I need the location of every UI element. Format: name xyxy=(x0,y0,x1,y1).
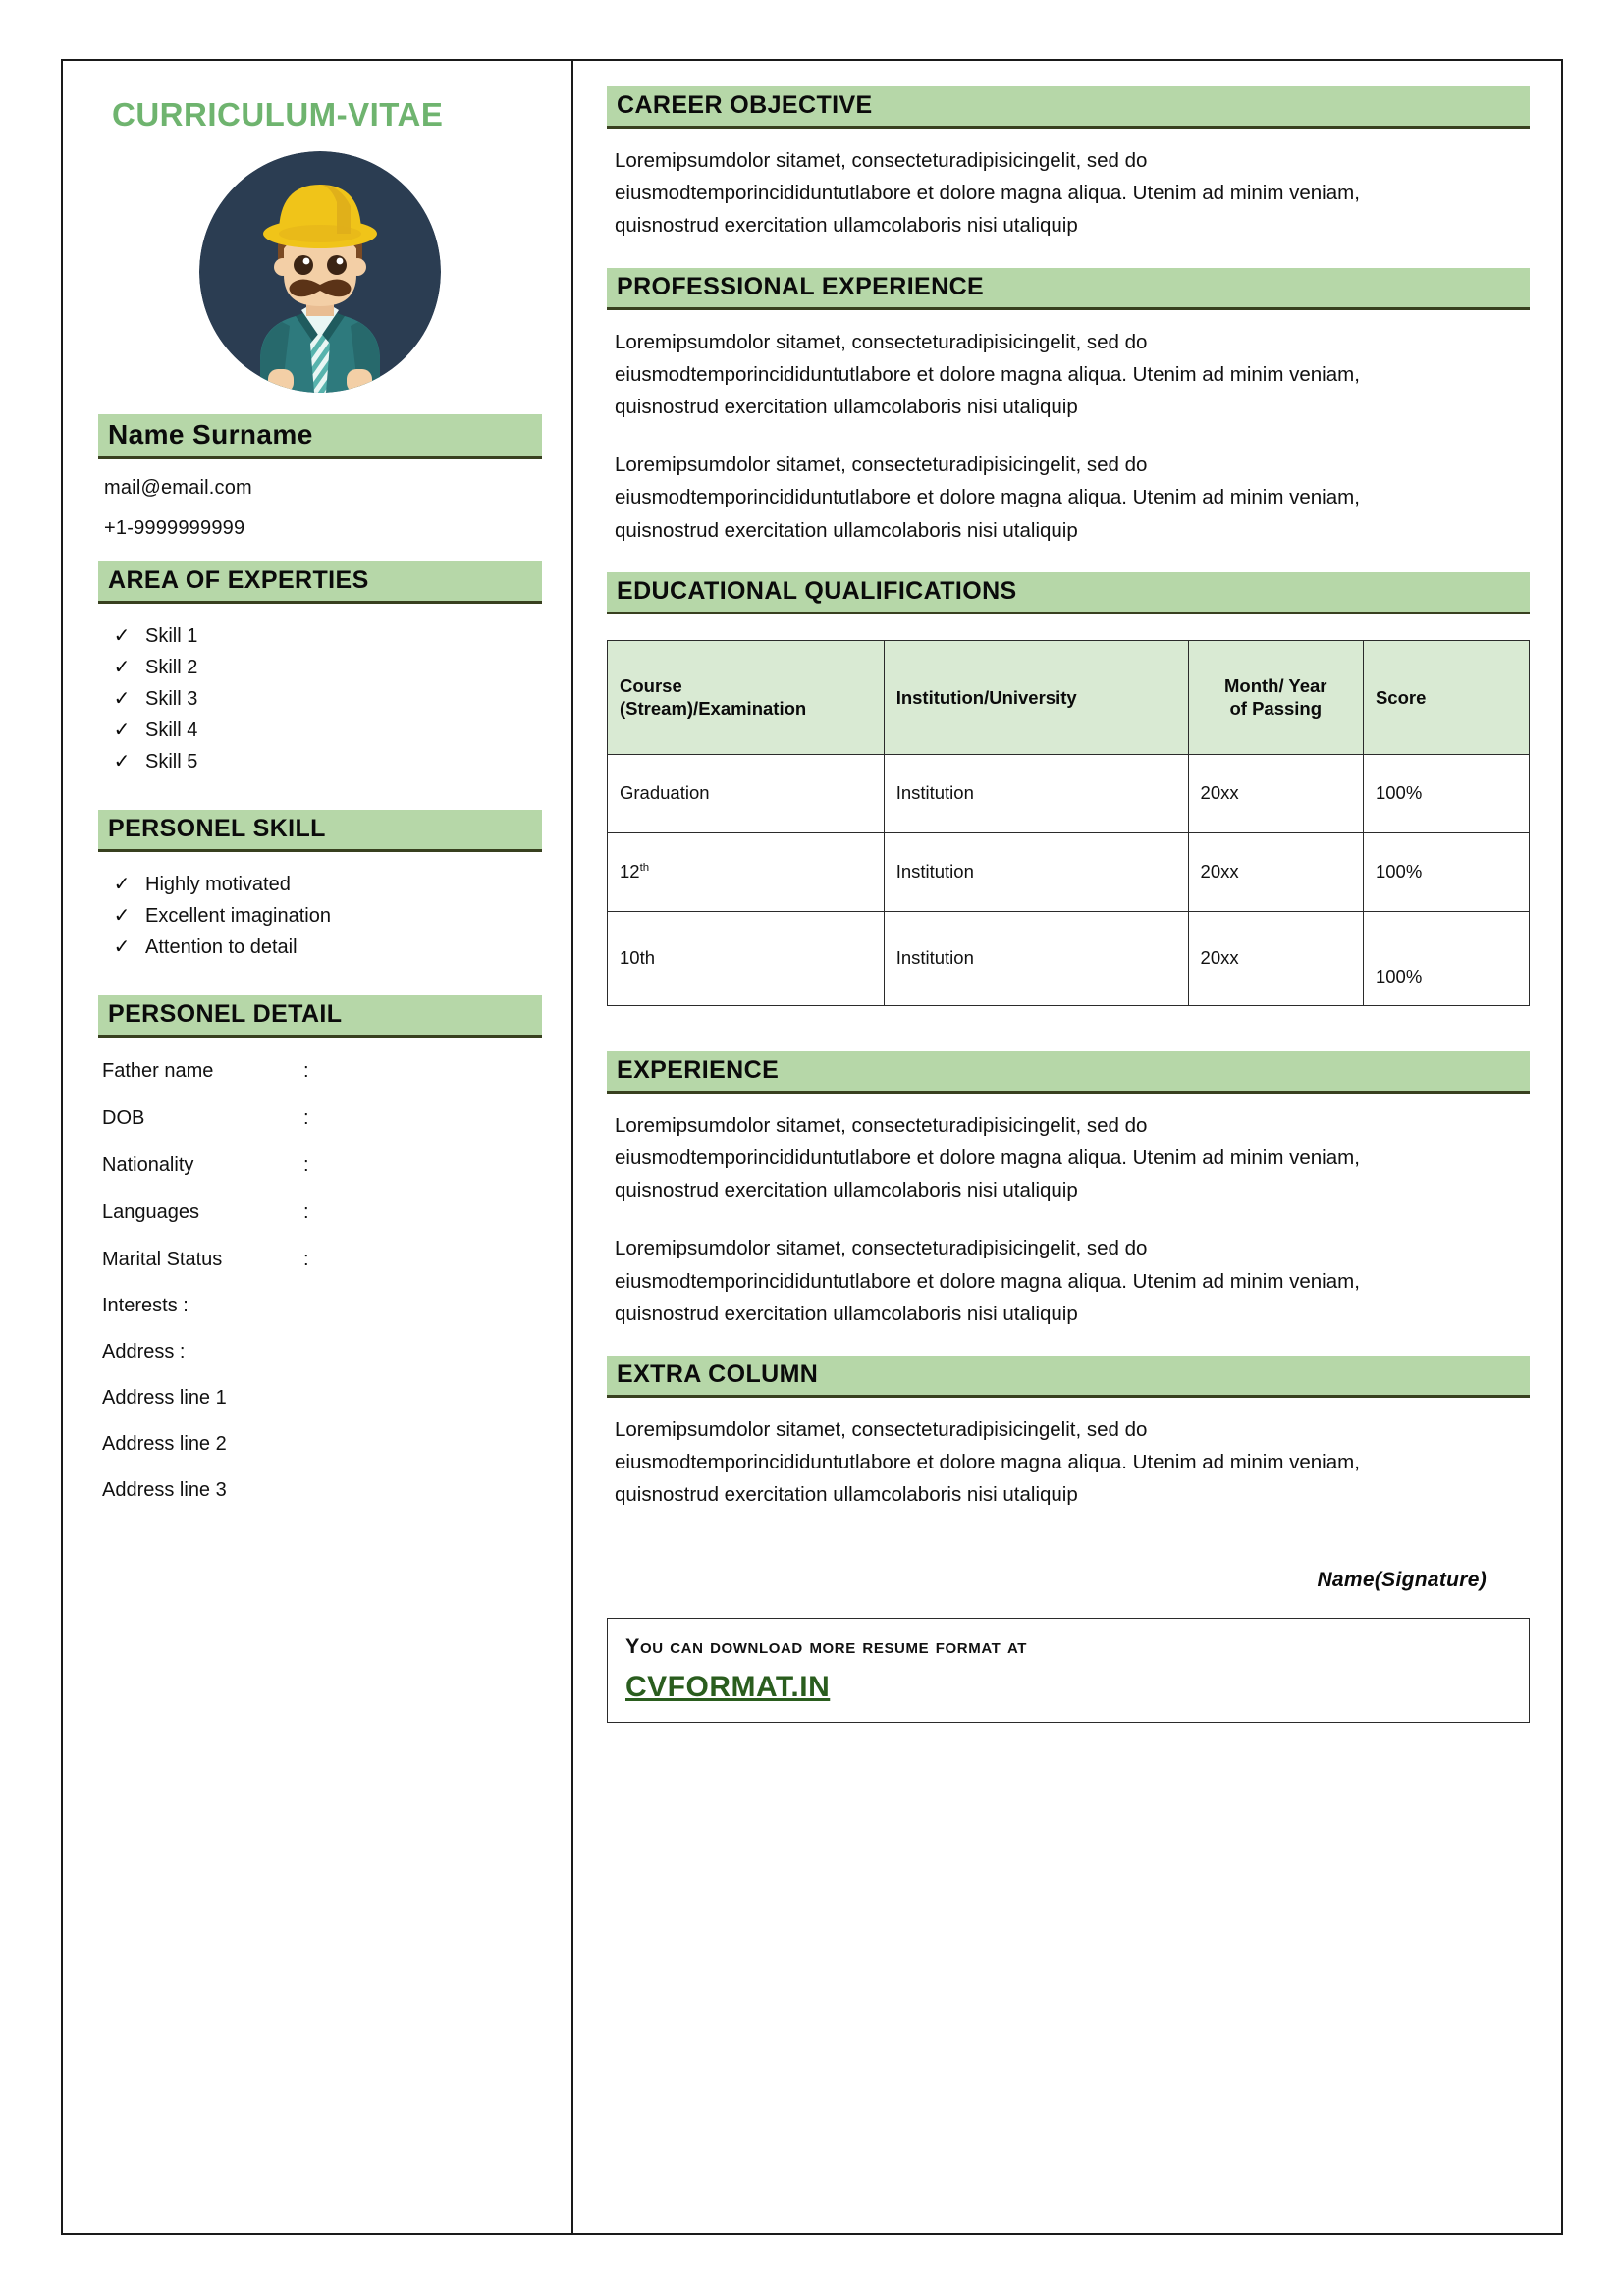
section-header-professional-experience-label: PROFESSIONAL EXPERIENCE xyxy=(617,272,985,300)
check-icon: ✓ xyxy=(113,625,131,648)
experience-paragraph-1: Loremipsumdolor sitamet, consecteturadipisicingelit, sed do eiusmodtemporincididuntutlabore et dolore magna aliqua. Utenim ad minim veniam, quisnostrud exercitation ullamcolaboris nisi utaliquip xyxy=(615,1113,1360,1202)
list-item xyxy=(98,872,542,903)
detail-row xyxy=(102,1153,542,1177)
cell-year: 20xx xyxy=(1188,754,1363,832)
check-icon: ✓ xyxy=(113,936,131,959)
detail-label: Father name xyxy=(102,1060,214,1083)
section-header-experience-label: EXPERIENCE xyxy=(617,1055,780,1084)
table-row xyxy=(608,911,1530,1005)
list-item xyxy=(98,934,542,966)
list-item-label: Highly motivated xyxy=(145,874,291,896)
signature-label: Name(Signature) xyxy=(1317,1568,1487,1591)
detail-label: Marital Status xyxy=(102,1249,223,1271)
column-header-course-line1: Course xyxy=(620,675,682,697)
expertise-list xyxy=(98,604,542,788)
promo-text: You can download more resume format at xyxy=(625,1633,1028,1658)
column-header-institution-line1: Institution/University xyxy=(895,686,1077,708)
check-icon: ✓ xyxy=(113,688,131,711)
table-row xyxy=(608,754,1530,832)
education-table xyxy=(607,640,1530,1006)
detail-label: Nationality xyxy=(102,1154,194,1177)
cell-year: 20xx xyxy=(1188,832,1363,911)
detail-line-interests: Interests : xyxy=(102,1295,189,1317)
section-header-career-objective-label: CAREER OBJECTIVE xyxy=(617,91,873,119)
section-header-personal-detail-label: PERSONEL DETAIL xyxy=(108,1000,343,1029)
list-item xyxy=(98,749,542,780)
section-header-experience xyxy=(607,1051,1530,1094)
cell-institution: Institution xyxy=(884,911,1188,1005)
detail-separator: : xyxy=(303,1154,309,1177)
table-header-row xyxy=(608,640,1530,754)
section-header-education xyxy=(607,572,1530,614)
email-text[interactable]: mail@email.com xyxy=(104,477,252,500)
list-item-label: Skill 2 xyxy=(145,657,198,679)
column-header-passing-line2: of Passing xyxy=(1229,698,1323,720)
section-header-expertise-label: AREA OF EXPERTIES xyxy=(108,566,369,595)
detail-separator: : xyxy=(303,1201,309,1224)
cell-institution: Institution xyxy=(884,754,1188,832)
experience-paragraph-2: Loremipsumdolor sitamet, consecteturadipisicingelit, sed do eiusmodtemporincididuntutlabore et dolore magna aliqua. Utenim ad minim veniam, quisnostrud exercitation ullamcolaboris nisi utaliquip xyxy=(615,1237,1360,1325)
list-item xyxy=(98,718,542,749)
detail-separator: : xyxy=(303,1107,309,1130)
detail-row xyxy=(102,1248,542,1271)
check-icon: ✓ xyxy=(113,751,131,774)
column-header-institution xyxy=(884,640,1188,754)
list-item-label: Skill 5 xyxy=(145,751,198,774)
detail-separator: : xyxy=(303,1060,309,1083)
list-item xyxy=(98,623,542,655)
detail-row xyxy=(102,1059,542,1083)
engineer-avatar-icon xyxy=(199,151,441,393)
list-item-label: Skill 3 xyxy=(145,688,198,711)
extra-column-paragraph: Loremipsumdolor sitamet, consecteturadipisicingelit, sed do eiusmodtemporincididuntutlabore et dolore magna aliqua. Utenim ad minim veniam, quisnostrud exercitation ullamcolaboris nisi utaliquip xyxy=(615,1418,1360,1507)
detail-line-address-3: Address line 3 xyxy=(102,1479,227,1502)
section-header-extra-column-label: EXTRA COLUMN xyxy=(617,1361,819,1389)
main-content xyxy=(573,61,1561,2233)
section-header-education-label: EDUCATIONAL QUALIFICATIONS xyxy=(617,576,1017,605)
column-header-passing-line1: Month/ Year xyxy=(1223,675,1327,697)
table-row xyxy=(608,832,1530,911)
personal-detail-list xyxy=(98,1038,542,1502)
detail-separator: : xyxy=(303,1249,309,1271)
avatar xyxy=(98,151,542,393)
table-body xyxy=(608,754,1530,1005)
section-header-expertise xyxy=(98,561,542,604)
promo-link[interactable]: CVFORMAT.IN xyxy=(625,1670,831,1703)
list-item-label: Skill 4 xyxy=(145,720,198,742)
cell-score: 100% xyxy=(1363,832,1529,911)
section-header-career-objective xyxy=(607,86,1530,129)
list-item-label: Skill 1 xyxy=(145,625,198,648)
cell-course xyxy=(608,832,885,911)
cell-course-text: 12 xyxy=(620,861,640,882)
section-header-personal-skill-label: PERSONEL SKILL xyxy=(108,815,326,843)
cell-institution: Institution xyxy=(884,832,1188,911)
list-item xyxy=(98,655,542,686)
page-title: CURRICULUM-VITAE xyxy=(112,96,444,133)
check-icon: ✓ xyxy=(113,720,131,742)
personal-skill-list xyxy=(98,852,542,974)
column-header-score-line1: Score xyxy=(1375,686,1427,708)
cell-course xyxy=(608,911,885,1005)
column-header-course xyxy=(608,640,885,754)
professional-experience-paragraph-2: Loremipsumdolor sitamet, consecteturadipisicingelit, sed do eiusmodtemporincididuntutlabore et dolore magna aliqua. Utenim ad minim veniam, quisnostrud exercitation ullamcolaboris nisi utaliquip xyxy=(615,454,1360,542)
section-header-personal-skill xyxy=(98,810,542,852)
sidebar xyxy=(63,61,573,2233)
detail-row xyxy=(102,1201,542,1224)
list-item xyxy=(98,903,542,934)
list-item-label: Attention to detail xyxy=(145,936,298,959)
cell-course-sup: th xyxy=(639,862,650,875)
cell-score: 100% xyxy=(1363,754,1529,832)
check-icon: ✓ xyxy=(113,657,131,679)
detail-label: DOB xyxy=(102,1107,145,1130)
check-icon: ✓ xyxy=(113,874,131,896)
section-header-professional-experience xyxy=(607,268,1530,310)
promo-box xyxy=(607,1618,1530,1723)
column-header-course-line2: (Stream)/Examination xyxy=(620,698,807,720)
table-header xyxy=(608,640,1530,754)
phone-text[interactable]: +1-9999999999 xyxy=(104,517,245,540)
cell-course-text: 10th xyxy=(620,947,656,969)
section-header-personal-detail xyxy=(98,995,542,1038)
list-item-label: Excellent imagination xyxy=(145,905,331,928)
check-icon: ✓ xyxy=(113,905,131,928)
cell-course xyxy=(608,754,885,832)
column-header-passing xyxy=(1188,640,1363,754)
section-header-extra-column xyxy=(607,1356,1530,1398)
detail-line-address: Address : xyxy=(102,1341,186,1363)
detail-row xyxy=(102,1106,542,1130)
career-objective-paragraph: Loremipsumdolor sitamet, consecteturadipisicingelit, sed do eiusmodtemporincididuntutlabore et dolore magna aliqua. Utenim ad minim veniam, quisnostrud exercitation ullamcolaboris nisi utaliquip xyxy=(615,149,1360,238)
cell-course-text: Graduation xyxy=(620,782,710,804)
list-item xyxy=(98,686,542,718)
column-header-score xyxy=(1363,640,1529,754)
professional-experience-paragraph-1: Loremipsumdolor sitamet, consecteturadipisicingelit, sed do eiusmodtemporincididuntutlabore et dolore magna aliqua. Utenim ad minim veniam, quisnostrud exercitation ullamcolaboris nisi utaliquip xyxy=(615,330,1360,419)
cell-score: 100% xyxy=(1363,911,1529,1005)
candidate-name-bar xyxy=(98,414,542,459)
cell-year: 20xx xyxy=(1188,911,1363,1005)
resume-sheet xyxy=(61,59,1563,2235)
detail-line-address-1: Address line 1 xyxy=(102,1387,227,1410)
detail-label: Languages xyxy=(102,1201,199,1224)
candidate-name: Name Surname xyxy=(108,419,313,450)
detail-line-address-2: Address line 2 xyxy=(102,1433,227,1456)
